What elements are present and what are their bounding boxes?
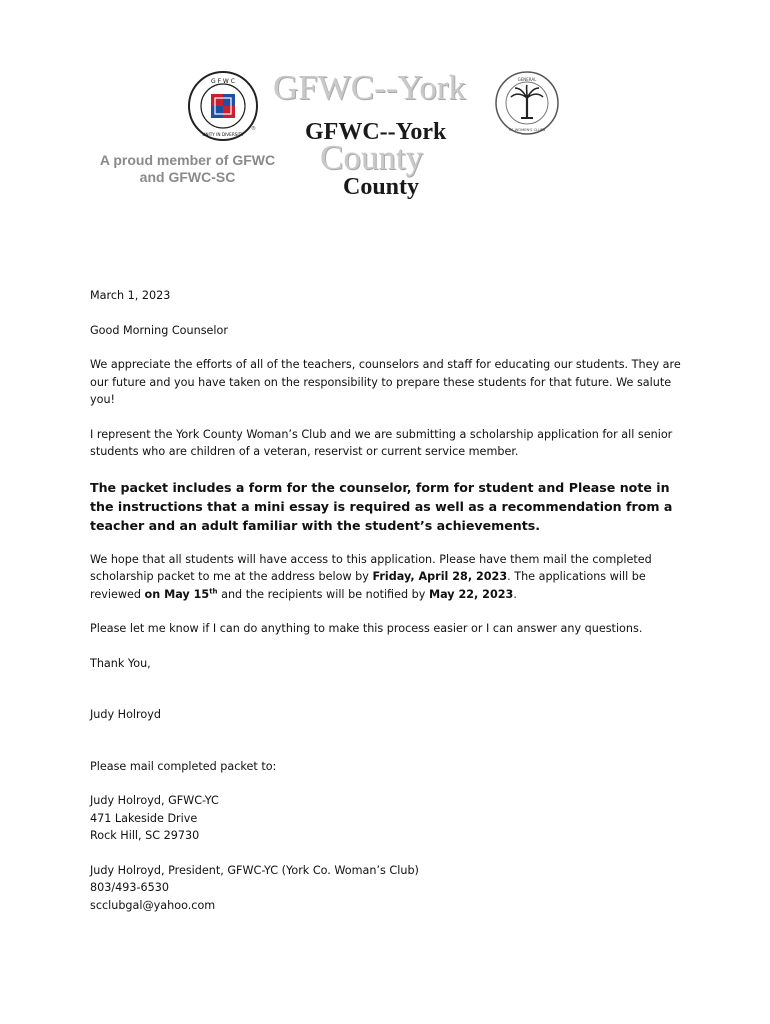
contact-name: Judy Holroyd, President, GFWC-YC (York Co. Woman’s Club) — [90, 863, 419, 877]
review-date: on May 15th — [144, 586, 218, 601]
letter-paragraph-1: We appreciate the efforts of all of the teachers, counselors and staff for educating our students. They are our future and you have taken on the responsibility to prepare these students for that future. We salute you! — [90, 358, 681, 406]
letter-paragraph-2: I represent the York County Woman’s Club and we are submitting a scholarship application for all senior students who are children of a veteran, reservist or current service member. — [90, 427, 673, 458]
ghost-title-line-1: GFWC--York — [273, 68, 466, 107]
address-line: Rock Hill, SC 29730 — [90, 829, 200, 842]
ghost-title-line-2: County — [320, 138, 424, 177]
letter-body — [90, 287, 690, 914]
address-line: 471 Lakeside Drive — [90, 811, 198, 825]
svg-text:G F W C: G F W C — [211, 78, 235, 85]
membership-line-1: A proud member of GFWC — [99, 152, 276, 168]
letter-signature: Judy Holroyd — [90, 708, 161, 721]
title-line-2: County — [343, 174, 420, 200]
membership-note — [90, 152, 285, 186]
contact-email[interactable]: scclubgal@yahoo.com — [90, 898, 216, 912]
title-line-1: GFWC--York — [305, 119, 447, 145]
contact-phone: 803/493-6530 — [90, 881, 169, 894]
letter-date: March 1, 2023 — [90, 289, 171, 302]
letter-paragraph-4: Please let me know if I can do anything to make this process easier or I can answer any questions. — [90, 622, 643, 635]
mailing-address — [90, 792, 690, 845]
address-line: Judy Holroyd, GFWC-YC — [90, 794, 219, 807]
membership-line-2: and GFWC-SC — [139, 169, 236, 185]
letter-paragraph-3: We hope that all students will have access to this application. Please have them mail the completed scholarship packet to me at the address below by Friday, April 28, 2023. The applications will be reviewed on May 15th and the recipients will be notified by May 22, 2023. — [90, 552, 652, 601]
mail-instructions: Please mail completed packet to: — [90, 759, 277, 773]
svg-text:®: ® — [251, 126, 256, 132]
letter-salutation: Good Morning Counselor — [90, 323, 228, 337]
packet-notice: The packet includes a form for the counselor, form for student and Please note in the instructions that a mini essay is required as well as a recommendation from a teacher and an adult familiar with the student’s achievements. — [90, 479, 673, 533]
gfwc-seal-logo — [187, 70, 259, 142]
svg-text:OF WOMEN'S CLUBS: OF WOMEN'S CLUBS — [508, 128, 546, 132]
letter-closing: Thank You, — [90, 656, 151, 670]
contact-block — [90, 862, 690, 915]
svg-text:UNITY IN DIVERSITY: UNITY IN DIVERSITY — [202, 132, 244, 137]
deadline-date: Friday, April 28, 2023 — [372, 570, 508, 583]
notify-date: May 22, 2023 — [428, 587, 514, 601]
svg-text:GENERAL: GENERAL — [517, 77, 537, 82]
palmetto-seal-logo — [494, 70, 560, 136]
